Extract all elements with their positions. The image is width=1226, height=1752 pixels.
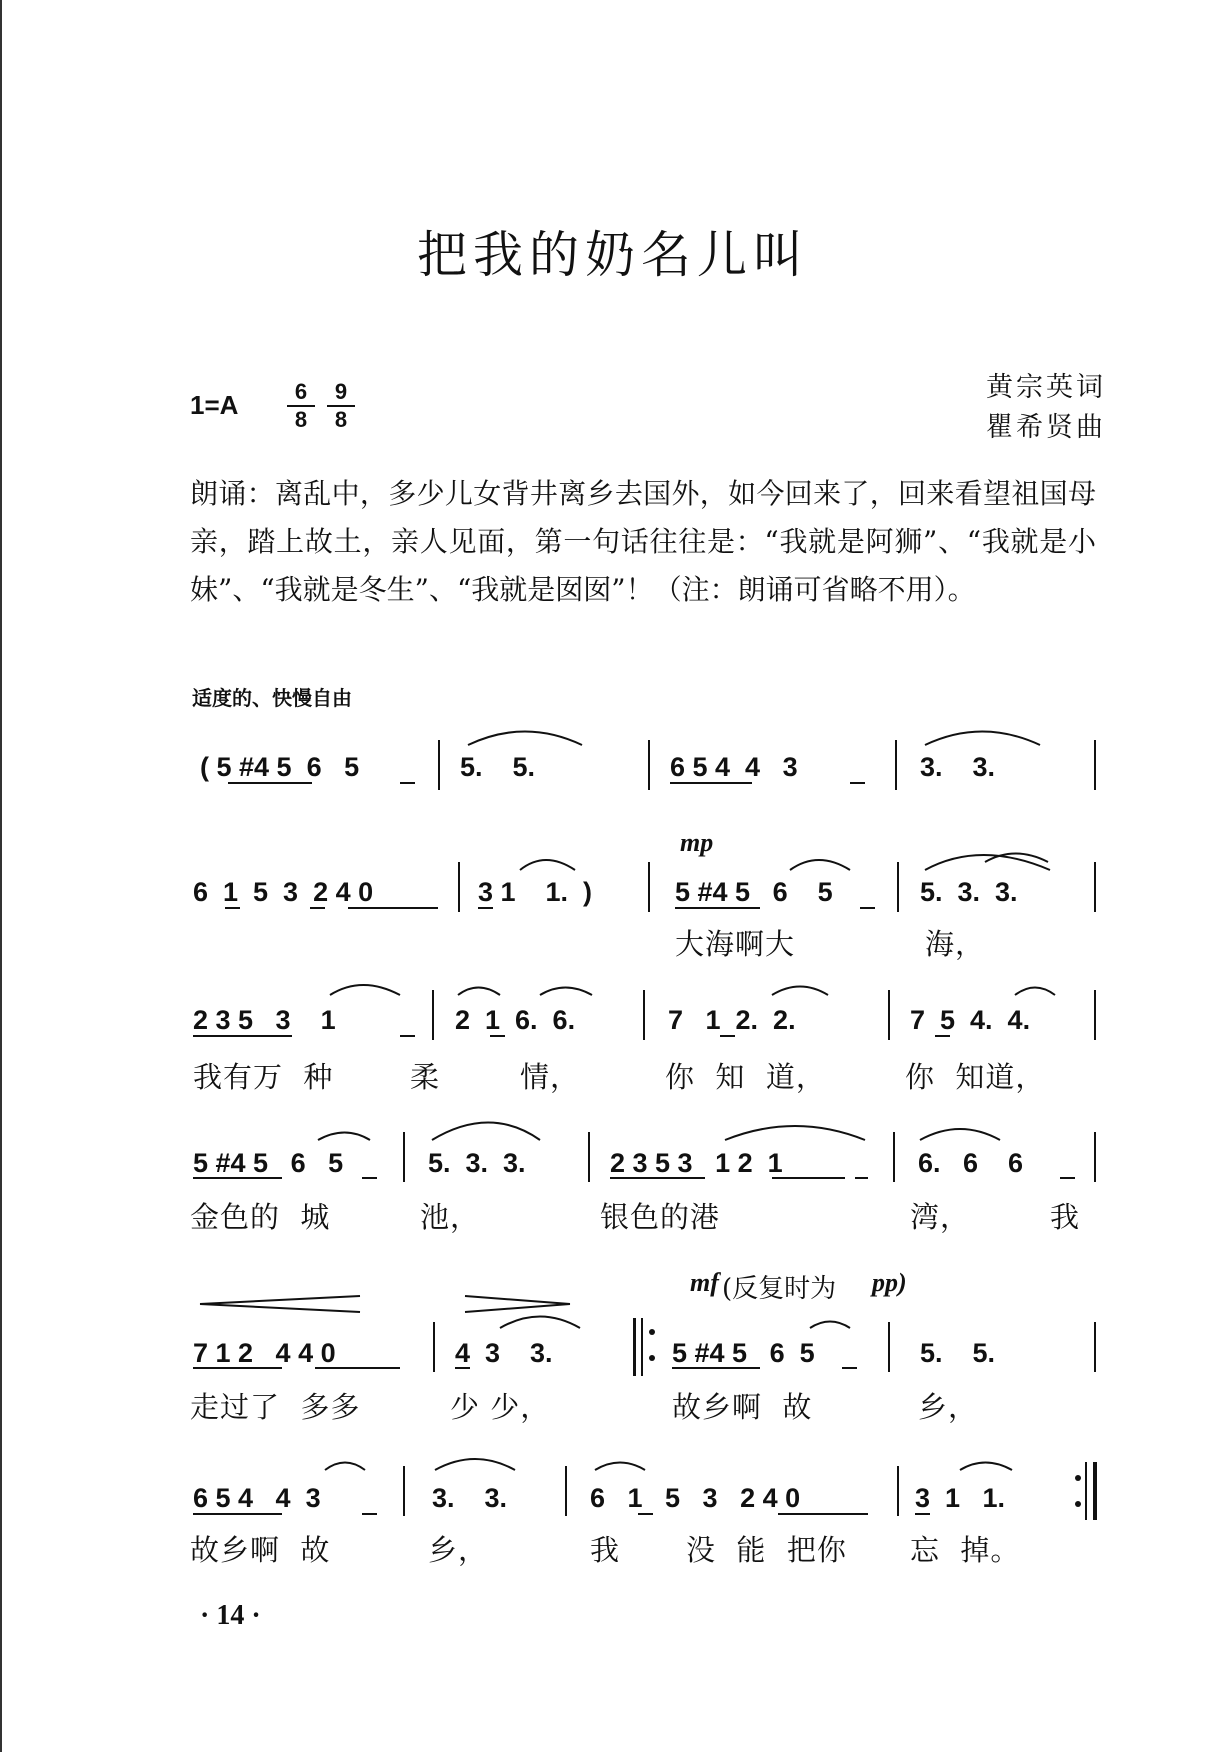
measure-notes: 4 3 3. bbox=[455, 1338, 553, 1368]
lyric-text: 乡， bbox=[428, 1533, 489, 1567]
tie-slur bbox=[325, 1463, 365, 1471]
time-bottom: 8 bbox=[294, 407, 308, 432]
lyric-text: 走过了 多多 bbox=[190, 1390, 361, 1424]
lyric-text: 湾， bbox=[910, 1200, 971, 1234]
lyric-text: 情， bbox=[520, 1060, 581, 1094]
repeat-dynamic-note: (反复时为 bbox=[722, 1274, 837, 1304]
decrescendo-hairpin bbox=[465, 1296, 570, 1304]
repeat-dot bbox=[1075, 1501, 1081, 1507]
lyric-text: 我 bbox=[1050, 1200, 1081, 1234]
lyric-text: 故乡啊 故 bbox=[672, 1390, 813, 1424]
tie-slur bbox=[772, 987, 828, 996]
measure-notes: 7 1 2 4 4 0 bbox=[193, 1338, 336, 1368]
tie-slur bbox=[725, 1126, 865, 1140]
tie-slur bbox=[468, 732, 582, 746]
tie-slur bbox=[960, 1463, 1012, 1471]
crescendo-hairpin bbox=[200, 1296, 360, 1304]
measure-notes: 6 1 5 3 2 4 0 bbox=[193, 877, 374, 907]
time-top: 9 bbox=[334, 379, 348, 404]
crescendo-hairpin bbox=[200, 1304, 360, 1312]
measure-notes: 5. 5. bbox=[460, 752, 536, 782]
lyric-text: 少 少， bbox=[450, 1390, 551, 1424]
measure-notes: 2 1 6. 6. bbox=[455, 1005, 576, 1035]
lyric-text: 你 知 道， bbox=[665, 1060, 826, 1094]
lyric-text: 银色的港 bbox=[600, 1200, 721, 1234]
lyric-text: 忘 掉。 bbox=[910, 1533, 1021, 1567]
dynamic-pp: pp) bbox=[872, 1268, 907, 1297]
lyric-text: 乡， bbox=[918, 1390, 979, 1424]
measure-notes: ( 5 #4 5 6 5 bbox=[200, 752, 360, 782]
recitation-text: 朗诵：离乱中，多少儿女背井离乡去国外，如今回来了，回来看望祖国母亲，踏上故土，亲人见面，第一句话往往是：“我就是阿狮”、“我就是小妹”、“我就是冬生”、“我就是囡囡”！（注：朗诵可省略不用）。 bbox=[190, 477, 1096, 606]
lyric-text: 大海啊大 bbox=[675, 927, 796, 961]
lyric-text: 我有万 种 bbox=[193, 1060, 334, 1094]
lyricist-credit: 黄宗英词 bbox=[986, 372, 1106, 403]
lyric-text: 没 能 把你 bbox=[686, 1533, 847, 1567]
lyric-text: 你 知道， bbox=[905, 1060, 1046, 1094]
lyric-text: 故乡啊 故 bbox=[190, 1533, 331, 1567]
lyric-text: 我 bbox=[590, 1533, 621, 1567]
tie-slur bbox=[540, 988, 592, 996]
repeat-dot bbox=[1075, 1475, 1081, 1481]
measure-notes: 5. 5. bbox=[920, 1338, 996, 1368]
lyric-text: 金色的 城 bbox=[190, 1200, 331, 1234]
dynamic-mp: mp bbox=[680, 828, 714, 857]
measure-notes: 2 3 5 3 1 2 1 bbox=[610, 1148, 783, 1178]
tie-slur bbox=[458, 988, 500, 996]
tie-slur bbox=[925, 732, 1040, 746]
measure-notes: 5. 3. 3. bbox=[920, 877, 1018, 907]
lyric-text: 池， bbox=[420, 1200, 481, 1234]
measure-notes: 6 5 4 4 3 bbox=[670, 752, 798, 782]
measure-notes: 6. 6 6 bbox=[918, 1148, 1024, 1178]
repeat-dot bbox=[649, 1329, 655, 1335]
measure-notes: 5 #4 5 6 5 bbox=[675, 877, 833, 907]
tempo-marking: 适度的、快慢自由 bbox=[192, 686, 352, 710]
measure-notes: 3. 3. bbox=[920, 752, 996, 782]
tie-slur bbox=[920, 1129, 1000, 1140]
time-top: 6 bbox=[294, 379, 308, 404]
composer-credit: 瞿希贤曲 bbox=[986, 412, 1106, 443]
measure-notes: 6 1 5 3 2 4 0 bbox=[590, 1483, 801, 1513]
measure-notes: 2 3 5 3 1 bbox=[193, 1005, 336, 1035]
measure-notes: 7 1 2. 2. bbox=[668, 1005, 796, 1035]
tie-slur bbox=[790, 860, 850, 870]
measure-notes: 7 5 4. 4. bbox=[910, 1005, 1031, 1035]
tie-slur bbox=[595, 1463, 645, 1471]
tie-slur bbox=[925, 855, 1050, 870]
tie-slur bbox=[432, 1123, 540, 1141]
page-number: · 14 · bbox=[200, 1600, 261, 1631]
measure-notes: 3 1 1. ) bbox=[478, 877, 593, 907]
decrescendo-hairpin bbox=[465, 1304, 570, 1312]
measure-notes: 6 5 4 4 3 bbox=[193, 1483, 321, 1513]
measure-notes: 3 1 1. bbox=[915, 1483, 1006, 1513]
measure-notes: 5. 3. 3. bbox=[428, 1148, 526, 1178]
tie-slur bbox=[810, 1322, 850, 1329]
tie-slur bbox=[520, 860, 575, 870]
measure-notes: 5 #4 5 6 5 bbox=[193, 1148, 344, 1178]
song-title: 把我的奶名儿叫 bbox=[417, 226, 809, 284]
tie-slur bbox=[500, 1317, 580, 1329]
lyric-text: 柔 bbox=[410, 1060, 441, 1094]
tie-slur bbox=[1015, 988, 1055, 996]
time-bottom: 8 bbox=[334, 407, 348, 432]
measure-notes: 5 #4 5 6 5 bbox=[672, 1338, 815, 1368]
measure-notes: 3. 3. bbox=[432, 1483, 508, 1513]
tie-slur bbox=[435, 1459, 515, 1470]
dynamic-mf: mf bbox=[690, 1268, 719, 1297]
tie-slur bbox=[318, 1133, 370, 1141]
lyric-text: 海， bbox=[925, 927, 986, 961]
repeat-dot bbox=[649, 1355, 655, 1361]
tie-slur bbox=[330, 985, 400, 995]
key-signature: 1=A bbox=[190, 390, 239, 420]
